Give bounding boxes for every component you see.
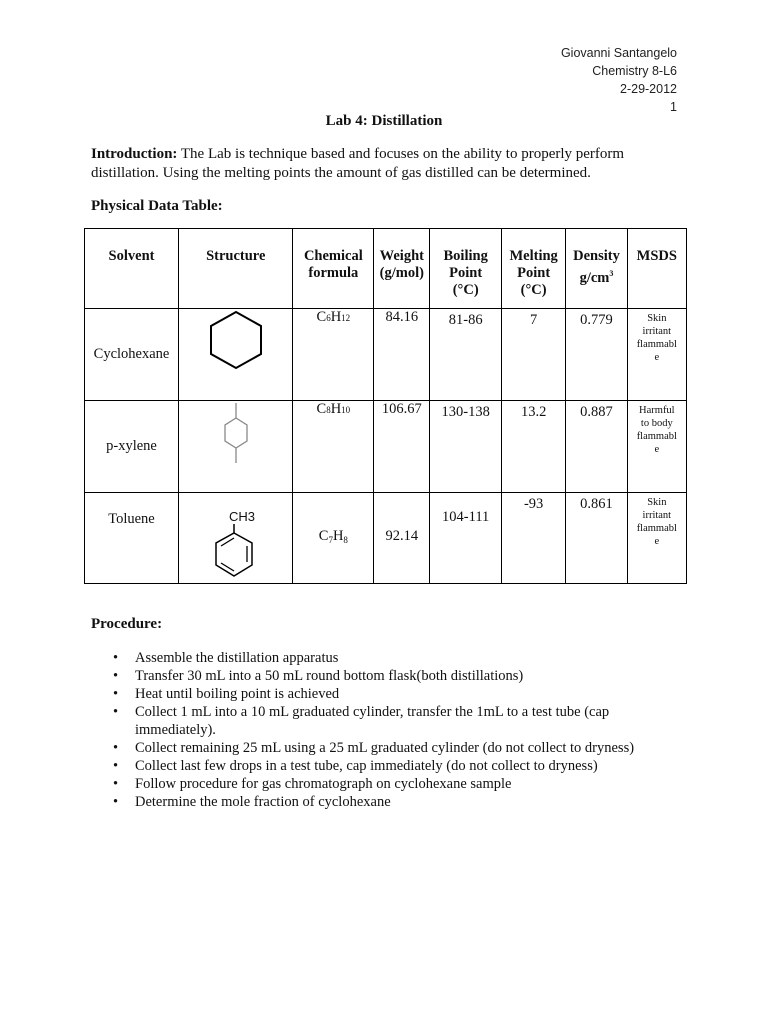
header-structure: Structure [179, 229, 293, 309]
header-density: Density $g/cm^3$ [566, 229, 627, 309]
msds-note: Skin irritant flammabl e [636, 313, 677, 363]
list-item: • Determine the mole fraction of cyclohexane [113, 794, 391, 810]
bullet-icon: • [113, 794, 119, 810]
boiling-point: 130-138 [441, 404, 490, 420]
toluene-structure-icon [213, 524, 255, 580]
header-msds: MSDS [627, 229, 686, 309]
structure-p-xylene [179, 401, 292, 465]
header-boiling-point: Boiling Point (°C) [430, 229, 502, 309]
methyl-label: CH3 [229, 509, 256, 524]
msds-note: Skin irritant flammabl e [636, 497, 677, 547]
procedure-title: Procedure: [91, 616, 163, 632]
molecular-weight: 106.67 [381, 401, 422, 417]
list-item: • Collect remaining 25 mL using a 25 mL graduated cylinder (do not collect to dryness) [113, 740, 635, 756]
msds-note: Harmful to body flammabl e [636, 405, 677, 455]
solvent-name: Cyclohexane [93, 346, 170, 362]
melting-point: 7 [530, 312, 538, 328]
density: 0.861 [580, 496, 613, 512]
header-melting-point: Melting Point (°C) [501, 229, 565, 309]
bullet-icon: • [113, 776, 119, 792]
list-item: • Follow procedure for gas chromatograph on cyclohexane sample [113, 776, 512, 792]
list-item: • Collect last few drops in a test tube, cap immediately (do not collect to dryness) [113, 758, 598, 774]
chemical-formula: C 8 H 10 [316, 401, 351, 417]
structure-toluene [179, 493, 292, 583]
solvent-name: p-xylene [106, 438, 157, 454]
melting-point: 13.2 [520, 404, 547, 420]
melting-point: -93 [523, 496, 544, 512]
bullet-icon: • [113, 686, 119, 702]
cyclohexane-structure-icon [206, 309, 266, 371]
bullet-icon: • [113, 704, 119, 720]
intro-text: The Lab is technique based and focuses on the ability to properly perform distillation. Using the melting points the amount of gas distilled can be determined. [91, 146, 625, 181]
bullet-icon: • [113, 758, 119, 774]
header-block [561, 44, 677, 116]
boiling-point: 81-86 [448, 312, 483, 328]
header-solvent: Solvent [85, 229, 179, 309]
bullet-icon: • [113, 740, 119, 756]
molecular-weight: 84.16 [385, 309, 419, 325]
p-xylene-structure-icon [221, 401, 251, 465]
table-title: Physical Data Table: [91, 198, 223, 214]
solvent-name: Toluene [108, 511, 155, 527]
page-number: 1 [670, 100, 677, 114]
intro-label: Introduction: [91, 146, 178, 162]
page-title: Lab 4: Distillation [325, 113, 443, 129]
physical-data-table [84, 228, 687, 584]
date: 2-29-2012 [620, 82, 677, 96]
list-item: • Heat until boiling point is achieved [113, 686, 340, 702]
molecular-weight: 92.14 [385, 528, 419, 544]
course-name: Chemistry 8-L6 [592, 64, 677, 78]
density: 0.779 [580, 312, 613, 328]
boiling-point: 104-111 [442, 509, 490, 525]
table-header-row [85, 229, 687, 309]
density: 0.887 [580, 404, 613, 420]
table-row [85, 401, 687, 493]
chemical-formula: $C_7H_8$ [318, 528, 348, 545]
procedure-list [91, 649, 681, 811]
chemical-formula: C 6 H 12 [316, 309, 351, 325]
header-formula: Chemical formula [293, 229, 374, 309]
bullet-icon: • [113, 668, 119, 684]
table-row [85, 309, 687, 401]
bullet-icon: • [113, 650, 119, 666]
author-name: Giovanni Santangelo [560, 46, 677, 60]
list-item: • Assemble the distillation apparatus [113, 650, 339, 666]
table-row [85, 493, 687, 584]
header-weight: Weight (g/mol) [374, 229, 430, 309]
structure-cyclohexane [179, 309, 292, 371]
list-item: • Transfer 30 mL into a 50 mL round bottom flask(both distillations) [113, 668, 524, 684]
list-item: • Collect 1 mL into a 10 mL graduated cylinder, transfer the 1mL to a test tube (cap immediately). [113, 704, 610, 738]
introduction [91, 145, 691, 183]
